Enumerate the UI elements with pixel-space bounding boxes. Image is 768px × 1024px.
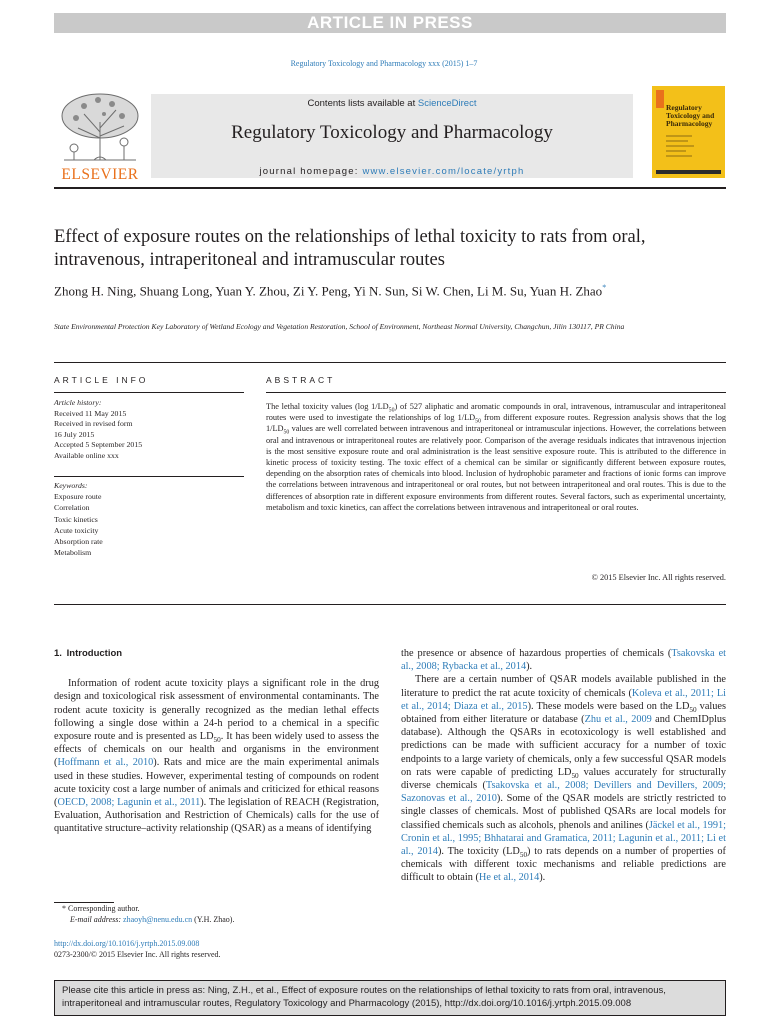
corresponding-note: * Corresponding author. (62, 904, 140, 913)
text-run: ). (539, 872, 546, 884)
text-run: ). These models were based on the LD (527, 700, 690, 712)
text-run: ) to rats depends on a number of properties of chemicals with different toxic mechanisms and reliable predictions are difficult to obtain ( (401, 846, 726, 884)
sciencedirect-link[interactable]: ScienceDirect (417, 98, 477, 109)
footnote-rule (54, 902, 114, 903)
corresponding-author-footnote (54, 904, 379, 925)
abstract-part: values are well correlated between intravenous and intraperitoneal or intramuscular injections. However, the correlations between oral and intravenous or intraperitoneal routes are relatively poor. Comparison of the average residuals indicates that intravenous injection is the most sensitive exposure route and oral administration is the least sensitive exposure route. This is attributed to the difference in kinetic process of toxicity testing. The toxic effect of a chemical can be similar or significantly different between exposure routes, depending on the absorption rates of chemicals into blood. Inclusion of hydrophobic parameter and fractions of ionic forms can improve the correlations between intravenous and intraperitoneal or oral routes, but not between intraperitoneal and oral routes. This is due to the differences of absorption rate in different exposure environments from different routes. Several factors, such as experimental uncertainty, metabolism and toxic kinetics, can affect the correlations between intravenous and intraperitoneal or oral routes. (266, 424, 726, 512)
issn-line: 0273-2300/© 2015 Elsevier Inc. All rights reserved. (54, 949, 221, 959)
abstract-part: ) of 527 aliphatic and aromatic compounds in oral, intravenous, intramuscular and intraperitoneal routes were used to investigate the relationships of log 1/LD (266, 402, 726, 423)
text-run: ). The toxicity (LD (437, 846, 520, 858)
doi-block (54, 939, 379, 960)
text-run: ). Some of the QSAR models are strictly restricted to single classes of chemicals. Most of published QSARs are local models for classified chemicals such as alcohols, phenols and anilines ( (401, 793, 726, 831)
corresponding-author-mark[interactable]: * (602, 283, 607, 292)
citation-link[interactable]: Koleva et al., 2011; Li et al., 2014; Diaza et al., 2015 (401, 687, 727, 712)
keywords-label: Keywords: (54, 481, 88, 490)
contents-available-line (151, 98, 633, 109)
header-divider (54, 362, 726, 363)
authors: Zhong H. Ning, Shuang Long, Yuan Y. Zhou, Zi Y. Peng, Yi N. Sun, Si W. Chen, Li M. Su, Yuan H. Zhao (54, 283, 603, 299)
journal-homepage-line (151, 166, 633, 177)
abstract-divider (54, 604, 726, 605)
text-run: ). (526, 661, 533, 673)
citation-link[interactable]: Zhu et al., 2009 (584, 714, 652, 726)
article-history (54, 398, 244, 462)
introduction-heading: 1. Introduction (54, 648, 123, 659)
intro-paragraph (401, 673, 726, 884)
journal-title: Regulatory Toxicology and Pharmacology (231, 122, 553, 143)
masthead-rule (54, 187, 726, 189)
contents-prefix: Contents lists available at (307, 98, 418, 109)
history-item: 16 July 2015 (54, 429, 95, 439)
keyword-item: Acute toxicity (54, 525, 99, 535)
subscript-50: 50 (213, 736, 221, 745)
body-column-right (401, 647, 726, 885)
subscript-50: 50 (388, 407, 395, 414)
citation-link[interactable]: He et al., 2014 (478, 872, 540, 884)
email-label: E-mail address: (70, 914, 124, 924)
abstract-rule (266, 392, 726, 393)
text-run: ). Rats and mice are the main experimental animals used in these studies. However, experimental testing of compounds on rodent acute toxicity cost a large number of animals and criticized for ethical reasons ( (54, 757, 379, 809)
keywords (54, 480, 244, 558)
homepage-prefix: journal homepage: (259, 166, 363, 177)
subscript-50: 50 (283, 430, 290, 437)
article-in-press-banner: ARTICLE IN PRESS (54, 13, 726, 33)
abstract-heading: ABSTRACT (266, 375, 336, 385)
keyword-item: Absorption rate (54, 537, 103, 547)
journal-cover-image (652, 86, 725, 178)
journal-reference[interactable]: Regulatory Toxicology and Pharmacology xxx (2015) 1–7 (290, 59, 478, 68)
article-info-rule (54, 392, 244, 393)
text-run: ). The legislation of REACH (Registration, Evaluation, Authorisation and Restriction of Chemicals) calls for the use of quantitative structure–activity relationship (QSAR) as a means of identifying (54, 797, 379, 835)
abstract-text (266, 401, 726, 513)
history-item: Received in revised form (54, 419, 133, 429)
article-title: Effect of exposure routes on the relationships of lethal toxicity to rats from oral, intravenous, intraperitoneal and intramuscular routes (54, 227, 646, 270)
citation-link[interactable]: Hoffmann et al., 2010 (57, 757, 154, 769)
abstract-part: from different exposure routes. Regression analysis shows that the log 1/LD (266, 413, 727, 434)
history-item: Available online xxx (54, 450, 119, 460)
homepage-link[interactable]: www.elsevier.com/locate/yrtph (362, 166, 525, 177)
affiliation: State Environmental Protection Key Laboratory of Wetland Ecology and Vegetation Restoration, School of Environment, Northeast Normal University, Changchun, Jilin 130117, PR China (54, 322, 625, 331)
author-list (54, 279, 726, 300)
subscript-50: 50 (689, 705, 697, 714)
keyword-item: Toxic kinetics (54, 514, 98, 524)
text-run: values obtained from either literature or database ( (401, 700, 726, 726)
text-run: the presence or absence of hazardous properties of chemicals ( (401, 648, 672, 659)
text-run: values accurately for structurally diverse chemicals ( (401, 766, 726, 792)
elsevier-wordmark: ELSEVIER (61, 166, 139, 183)
cover-title: Regulatory Toxicology and Pharmacology (666, 103, 715, 128)
keyword-item: Exposure route (54, 492, 102, 502)
article-info-heading: ARTICLE INFO (54, 375, 149, 385)
intro-paragraph (54, 677, 379, 835)
history-item: Accepted 5 September 2015 (54, 440, 143, 450)
intro-paragraph-continued (401, 647, 726, 673)
email-suffix: (Y.H. Zhao). (192, 914, 235, 924)
abstract-copyright: © 2015 Elsevier Inc. All rights reserved. (591, 573, 726, 582)
email-link[interactable]: zhaoyh@nenu.edu.cn (123, 914, 193, 924)
text-run: There are a certain number of QSAR models available published in the literature to predict the rat acute toxicity of chemicals ( (401, 674, 726, 699)
masthead-box (151, 94, 633, 178)
email-line (54, 915, 379, 926)
citation-text: Please cite this article in press as: Ning, Z.H., et al., Effect of exposure routes on the relationships of lethal toxicity to rats from oral, intravenous, intraperitoneal and intramuscular routes, Regulatory Toxicology and Pharmacology (2015), http://dx.doi.org/10.1016/j.yrtph.2015.09.008 (62, 985, 666, 1009)
subscript-50: 50 (519, 851, 528, 860)
text-run: and ChemIDplus database). Although the QSARs in ecotoxicology is well established and predictions can be made with sufficient accuracy for a number of toxic endpoints to a large variety of chemicals, only a few successful QSAR models on rats were capable of predicting LD (401, 714, 727, 778)
citation-link[interactable]: Tsakovska et al., 2008; Devillers and Devillers, 2009; Sazonovas et al., 2010 (401, 780, 726, 805)
body-column-left (54, 647, 379, 836)
text-run: Information of rodent acute toxicity plays a significant role in the drug design and toxicological risk assessment of environmental contaminants. The rodent acute toxicity is generally recognized as the median lethal effects following a single dose within a 24-h period to a chemical in a specific exposure route and is presented as LD (54, 678, 379, 743)
history-item: Received 11 May 2015 (54, 408, 127, 418)
subscript-50: 50 (475, 418, 481, 425)
keyword-item: Metabolism (54, 548, 92, 558)
keywords-rule (54, 476, 244, 477)
keyword-item: Correlation (54, 503, 90, 513)
doi-link[interactable]: http://dx.doi.org/10.1016/j.yrtph.2015.09.008 (54, 939, 200, 948)
abstract-part: The lethal toxicity values (log 1/LD (266, 402, 389, 411)
text-run: . It has been widely used to assess the effects of chemicals on our health and organisms in the environment ( (54, 731, 379, 769)
citation-link[interactable]: Tsakovska et al., 2008; Rybacka et al., 2014 (401, 648, 726, 673)
journal-masthead (54, 88, 726, 184)
citation-link[interactable]: OECD, 2008; Lagunin et al., 2011 (57, 797, 201, 809)
history-label: Article history: (54, 398, 102, 407)
citation-link[interactable]: Jäckel et al., 1991; Cronin et al., 1995; Bhhatarai and Gramatica, 2011; Lagunin et al., 2011; Li et al., 2014 (401, 819, 727, 858)
subscript-50: 50 (571, 771, 579, 780)
citation-box (54, 980, 726, 1016)
